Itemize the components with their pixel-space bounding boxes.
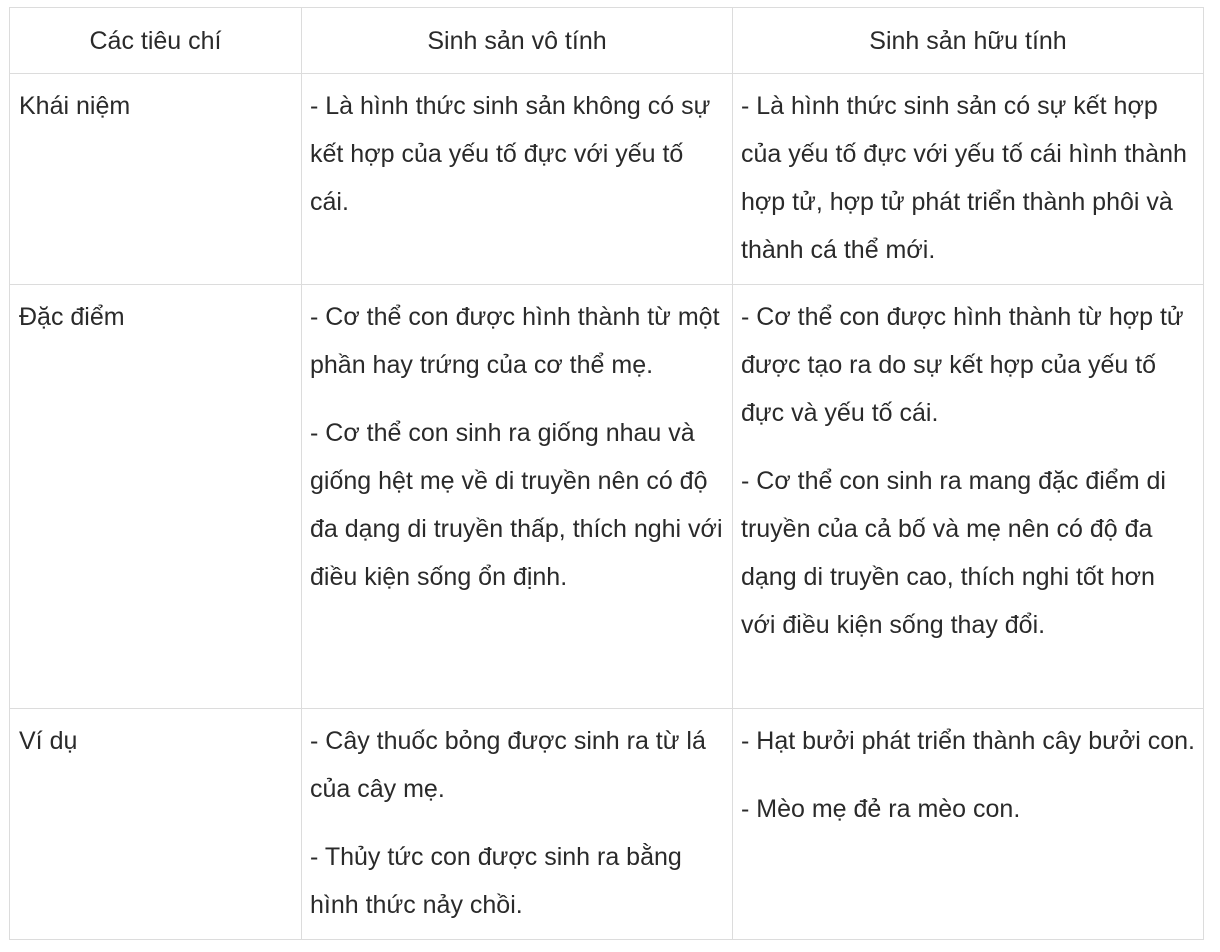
header-asexual: Sinh sản vô tính (302, 8, 733, 74)
row-label: Ví dụ (10, 709, 302, 940)
cell-paragraph: - Mèo mẹ đẻ ra mèo con. (741, 795, 1021, 823)
cell-paragraph: - Thủy tức con được sinh ra bằng hình thức nảy chồi. (310, 843, 682, 919)
cell-paragraph: - Hạt bưởi phát triển thành cây bưởi con. (741, 727, 1195, 755)
cell-paragraph: - Cây thuốc bỏng được sinh ra từ lá của cây mẹ. (310, 727, 706, 803)
header-sexual: Sinh sản hữu tính (733, 8, 1204, 74)
header-criteria: Các tiêu chí (10, 8, 302, 74)
asexual-cell (302, 285, 733, 709)
cell-paragraph: - Là hình thức sinh sản không có sự kết hợp của yếu tố đực với yếu tố cái. (310, 92, 711, 216)
sexual-cell (733, 709, 1204, 940)
cell-paragraph: - Cơ thể con được hình thành từ một phần hay trứng của cơ thể mẹ. (310, 303, 720, 379)
sexual-cell (733, 74, 1204, 285)
comparison-table (9, 7, 1204, 940)
cell-paragraph: - Cơ thể con được hình thành từ hợp tử được tạo ra do sự kết hợp của yếu tố đực và yếu tố cái. (741, 303, 1184, 427)
table-header-row (10, 8, 1204, 74)
row-label: Đặc điểm (10, 285, 302, 709)
cell-paragraph: - Cơ thể con sinh ra mang đặc điểm di truyền của cả bố và mẹ nên có độ đa dạng di truyền cao, thích nghi tốt hơn với điều kiện sống thay đổi. (741, 467, 1166, 639)
asexual-cell (302, 74, 733, 285)
cell-paragraph: - Cơ thể con sinh ra giống nhau và giống hệt mẹ về di truyền nên có độ đa dạng di truyền thấp, thích nghi với điều kiện sống ổn định. (310, 419, 723, 591)
sexual-cell (733, 285, 1204, 709)
table-row (10, 285, 1204, 709)
cell-paragraph: - Là hình thức sinh sản có sự kết hợp của yếu tố đực với yếu tố cái hình thành hợp tử, hợp tử phát triển thành phôi và thành cá thể mới. (741, 92, 1187, 264)
table-row (10, 74, 1204, 285)
asexual-cell (302, 709, 733, 940)
row-label: Khái niệm (10, 74, 302, 285)
table-row (10, 709, 1204, 940)
